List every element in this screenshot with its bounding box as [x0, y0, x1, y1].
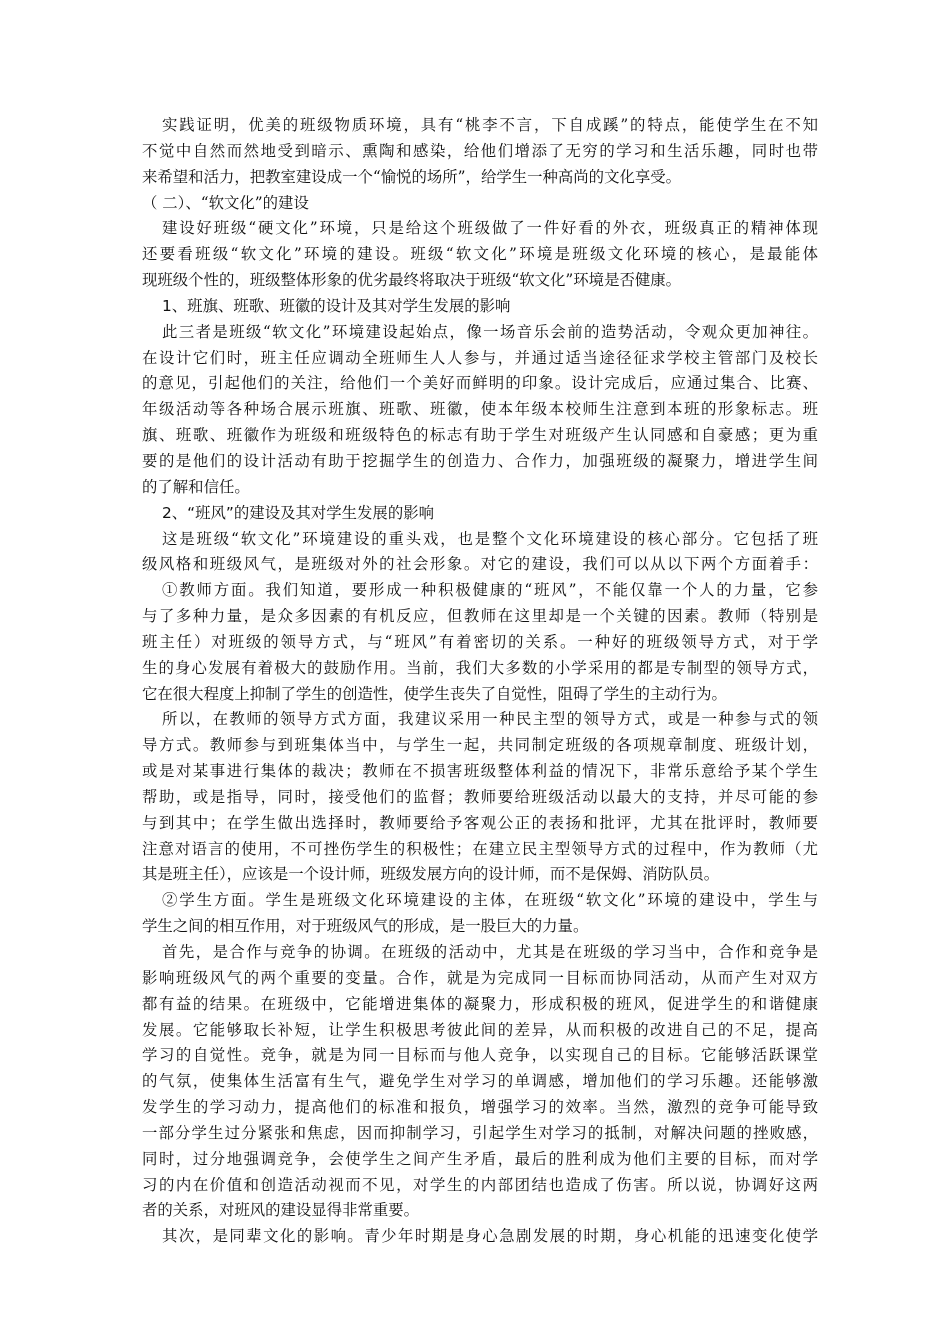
text-line: 注意对语言的使用，不可挫伤学生的积极性；在建立民主型领导方式的过程中，作为教师（尤 [142, 839, 818, 858]
text-line: 生的身心发展有着极大的鼓励作用。当前，我们大多数的小学采用的都是专制型的领导方式， [142, 658, 818, 677]
text-line: 发展。它能够取长补短，让学生积极思考彼此间的差异，从而积极的改进自己的不足，提高 [142, 1020, 818, 1039]
text-line: 在设计它们时，班主任应调动全班师生人人参与，并通过适当途径征求学校主管部门及校长 [142, 348, 818, 367]
text-line: ②学生方面。学生是班级文化环境建设的主体，在班级“软文化”环境的建设中，学生与 [162, 891, 818, 910]
paragraph [142, 216, 818, 294]
text-line: 的了解和信任。 [142, 477, 250, 496]
paragraph [142, 1224, 818, 1250]
text-line: 一部分学生过分紧张和焦虑，因而抑制学习，引起学生对学习的抵制，对解决问题的挫败感， [142, 1123, 818, 1142]
text-line: 同时，过分地强调竞争，会使学生之间产生矛盾，最后的胜利成为他们主要的目标，而对学 [142, 1149, 818, 1168]
text-line: 的意见，引起他们的关注，给他们一个美好而鲜明的印象。设计完成后，应通过集合、比赛、 [142, 374, 818, 393]
paragraph [142, 578, 818, 707]
paragraph [142, 707, 818, 888]
paragraph [142, 320, 818, 501]
text-line: 学习的自觉性。竞争，就是为同一目标而与他人竞争，以实现自己的目标。它能够活跃课堂 [142, 1046, 818, 1065]
text-line: 1、班旗、班歌、班徽的设计及其对学生发展的影响 [162, 296, 511, 315]
text-line: 学生之间的相互作用，对于班级风气的形成，是一股巨大的力量。 [142, 917, 589, 936]
text-line: 此三者是班级“软文化”环境建设起始点，像一场音乐会前的造势活动，令观众更加神往。 [162, 322, 818, 341]
text-line: 者的关系，对班风的建设显得非常重要。 [142, 1201, 420, 1220]
text-line: 级风格和班级风气，是班级对外的社会形象。对它的建设，我们可以从以下两个方面着手： [142, 555, 818, 574]
paragraph [142, 527, 818, 579]
text-line: 要的是他们的设计活动有助于挖掘学生的创造力、合作力，加强班级的凝聚力，增进学生间 [142, 451, 818, 470]
text-line: ①教师方面。我们知道，要形成一种积极健康的“班风”，不能仅靠一个人的力量，它参 [162, 581, 818, 600]
text-line: 旗、班歌、班徽作为班级和班级特色的标志有助于学生对班级产生认同感和自豪感；更为重 [142, 426, 818, 445]
paragraph [142, 113, 818, 191]
text-line: 习的内在价值和创造活动视而不见，对学生的内部团结也造成了伤害。所以说，协调好这两 [142, 1175, 818, 1194]
subheading [142, 501, 818, 527]
text-line: 或是对某事进行集体的裁决；教师在不损害班级整体利益的情况下，非常乐意给予某个学生 [142, 762, 818, 781]
text-line: 不觉中自然而然地受到暗示、熏陶和感染，给他们增添了无穷的学习和生活乐趣，同时也带 [142, 141, 818, 160]
text-line: 都有益的结果。在班级中，它能增进集体的凝聚力，形成积极的班风，促进学生的和谐健康 [142, 994, 818, 1013]
text-line: 与到其中；在学生做出选择时，教师要给予客观公正的表扬和批评，尤其在批评时，教师要 [142, 813, 818, 832]
text-line: 发学生的学习动力，提高他们的标准和报负，增强学习的效率。当然，激烈的竞争可能导致 [142, 1098, 818, 1117]
section-heading [142, 191, 818, 217]
text-line: 实践证明，优美的班级物质环境，具有“桃李不言，下自成蹊”的特点，能使学生在不知 [162, 116, 818, 134]
text-line: 2、“班风”的建设及其对学生发展的影响 [162, 503, 434, 522]
text-line: 年级活动等各种场合展示班旗、班歌、班徽，使本年级本校师生注意到本班的形象标志。班 [142, 400, 818, 419]
text-line: 其次，是同辈文化的影响。青少年时期是身心急剧发展的时期，身心机能的迅速变化使学 [162, 1227, 818, 1246]
text-line: 与了多种力量，是众多因素的有机反应，但教师在这里却是一个关键的因素。教师（特别是 [142, 607, 818, 626]
text-line: 班主任）对班级的领导方式，与“班风”有着密切的关系。一种好的班级领导方式，对于学 [142, 632, 818, 651]
subheading [142, 294, 818, 320]
text-line: 来希望和活力，把教室建设成一个“愉悦的场所”，给学生一种高尚的文化享受。 [142, 167, 682, 186]
text-line: 影响班级风气的两个重要的变量。合作，就是为完成同一目标而协同活动，从而产生对双方 [142, 968, 818, 987]
text-line: （ 二）、“软文化”的建设 [142, 193, 309, 212]
text-line: 其是班主任），应该是一个设计师，班级发展方向的设计师，而不是保姆、消防队员。 [142, 865, 720, 884]
document-page [142, 113, 818, 1250]
paragraph [142, 940, 818, 1224]
text-line: 首先，是合作与竞争的协调。在班级的活动中，尤其是在班级的学习当中，合作和竞争是 [162, 943, 818, 961]
text-line: 帮助，或是指导，同时，接受他们的监督；教师要给班级活动以最大的支持，并尽可能的参 [142, 787, 818, 806]
text-line: 的气氛，使集体生活富有生气，避免学生对学习的单调感，增加他们的学习乐趣。还能够激 [142, 1072, 818, 1091]
paragraph [142, 888, 818, 940]
text-line: 建设好班级“硬文化”环境，只是给这个班级做了一件好看的外衣，班级真正的精神体现 [162, 219, 818, 238]
text-line: 它在很大程度上抑制了学生的创造性，使学生丧失了自觉性，阻碍了学生的主动行为。 [142, 684, 727, 703]
text-line: 现班级个性的，班级整体形象的优劣最终将取决于班级“软文化”环境是否健康。 [142, 271, 682, 290]
text-line: 所以，在教师的领导方式方面，我建议采用一种民主型的领导方式，或是一种参与式的领 [162, 710, 818, 729]
text-line: 还要看班级“软文化”环境的建设。班级“软文化”环境是班级文化环境的核心，是最能体 [142, 245, 818, 264]
text-line: 这是班级“软文化”环境建设的重头戏，也是整个文化环境建设的核心部分。它包括了班 [162, 529, 818, 548]
text-line: 导方式。教师参与到班集体当中，与学生一起，共同制定班级的各项规章制度、班级计划， [142, 736, 818, 755]
